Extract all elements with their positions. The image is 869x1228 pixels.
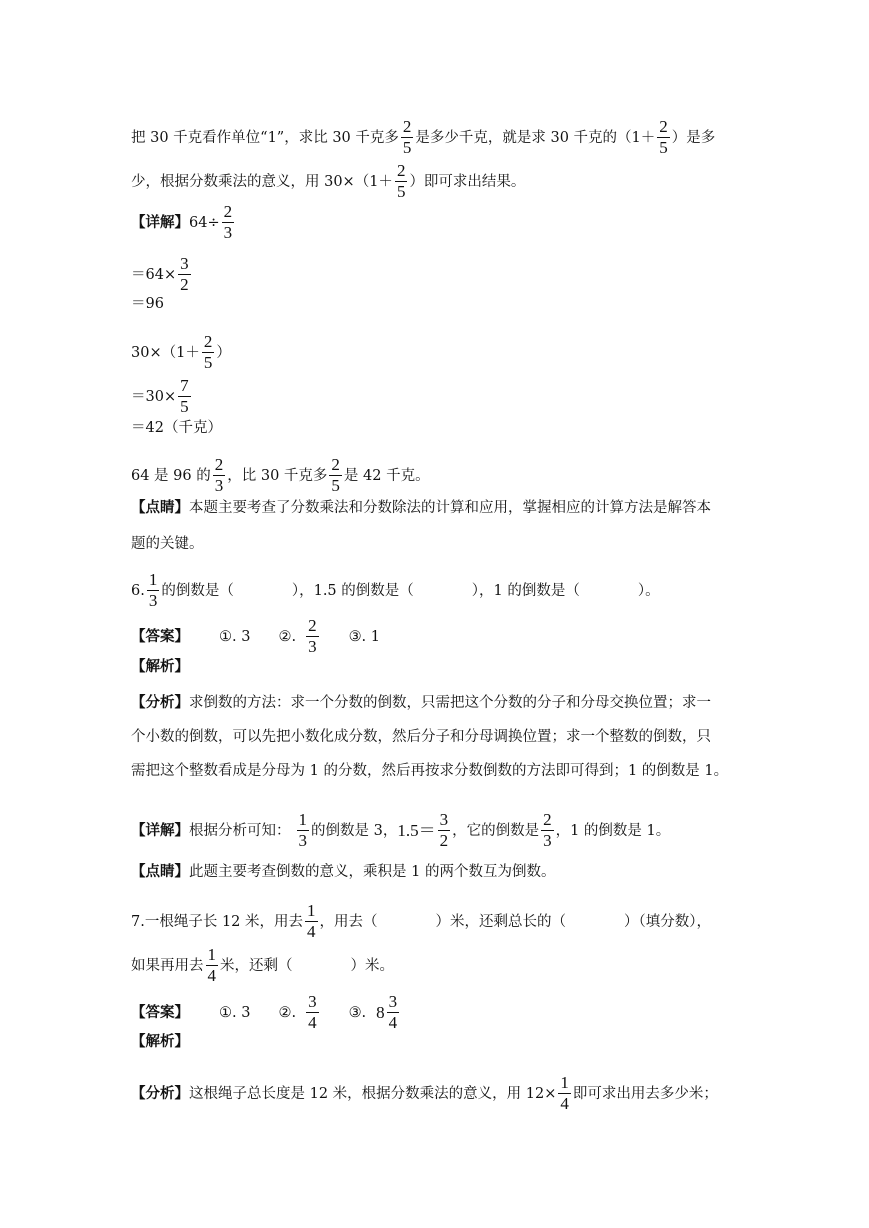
analysis-7: 【分析】 这根绳子总长度是 12 米，根据分数乘法的意义，用 12× $\frac{1}{4}$ 即可求出用去多少米；: [131, 1073, 718, 1113]
comment-line-1: 【点睛】 本题主要考查了分数乘法和分数除法的计算和应用，掌握相应的计算方法是解答本: [131, 499, 711, 516]
detail-6: 【详解】 根据分析可知： 1 3 的倒数是 3， 1.5＝ 3 2 ，它的倒数是 2 3 ，1 的倒数是 1。: [131, 810, 671, 850]
detail-step-2: ＝64× $\frac{3}{2}$: [131, 254, 189, 294]
analysis-6-line-1: 【分析】 求倒数的方法：求一个分数的倒数，只需把这个分数的分子和分母交换位置；求一: [131, 694, 711, 711]
fraction: 2 5: [659, 117, 668, 157]
fraction: 3 2: [439, 810, 449, 850]
analysis-6-line-3: 需把这个整数看成是分母为 1 的分数，然后再按求分数倒数的方法即可得到；1 的倒数是 1。: [131, 763, 729, 779]
detail-step-6: ＝42（千克）: [131, 420, 222, 436]
fraction: 2 3: [308, 616, 317, 656]
fraction: $\frac{1}{4}$: [560, 1073, 569, 1113]
fraction: 2 5: [396, 161, 406, 201]
fraction: 1 4: [307, 901, 316, 941]
fraction: 2 3: [543, 810, 552, 850]
fraction: 2 5: [331, 455, 340, 495]
detail-step-3: ＝96: [131, 296, 164, 312]
fraction: 2 3: [214, 455, 224, 495]
fraction: 2 5: [402, 117, 412, 157]
answer-6: 【答案】 ①. 3 ②. 2 3 ③. 1: [131, 616, 381, 656]
fraction: 1 4: [207, 945, 216, 985]
fraction: $\frac{7}{5}$: [180, 376, 189, 416]
detail-step-1: 【详解】 64÷ $\frac{2}{3}$: [131, 202, 233, 242]
mixed-number: 8 3 4: [376, 992, 398, 1032]
question-7-line-1: 7. 一根绳子长 12 米，用去 1 4 ，用去（ ）米，还剩总长的（ ）（填分数），: [131, 901, 712, 941]
parse-label-7: 【解析】: [131, 1033, 189, 1050]
question-7-line-2: 如果再用去 1 4 米，还剩（ ）米。: [131, 945, 394, 985]
fraction: 1 3: [148, 570, 158, 610]
analysis-line-1: 把 30 千克看作单位“1”，求比 30 千克多 2 5 是多少千克，就是求 30 千克的（1＋ 2 5 ）是多: [131, 117, 716, 157]
detail-step-5: ＝30× $\frac{7}{5}$: [131, 376, 189, 416]
parse-label-6: 【解析】: [131, 658, 189, 675]
detail-step-4: 30×（1＋ 2 5 ）: [131, 332, 231, 372]
question-6: 6. 1 3 的倒数是（ ），1.5 的倒数是（ ），1 的倒数是（ ）。: [131, 570, 660, 610]
fraction: 1 3: [298, 810, 307, 850]
fraction: $\frac{2}{3}$: [223, 202, 233, 242]
fraction: $\frac{3}{2}$: [180, 254, 189, 294]
answer-7: 【答案】 ①. 3 ②. 3 4 ③. 8 3 4: [131, 993, 401, 1032]
comment-line-2: 题的关键。: [131, 536, 204, 552]
analysis-line-2: 少，根据分数乘法的意义，用 30×（1＋ 2 5 ）即可求出结果。: [131, 161, 526, 201]
analysis-6-line-2: 个小数的倒数，可以先把小数化成分数，然后分子和分母调换位置；求一个整数的倒数，只: [131, 729, 711, 745]
fraction: 2 5: [203, 332, 213, 372]
detail-conclusion: 64 是 96 的 2 3 ，比 30 千克多 2 5 是 42 千克。: [131, 455, 430, 495]
comment-6: 【点睛】 此题主要考查倒数的意义，乘积是 1 的两个数互为倒数。: [131, 863, 556, 880]
fraction: 3 4: [308, 992, 317, 1032]
